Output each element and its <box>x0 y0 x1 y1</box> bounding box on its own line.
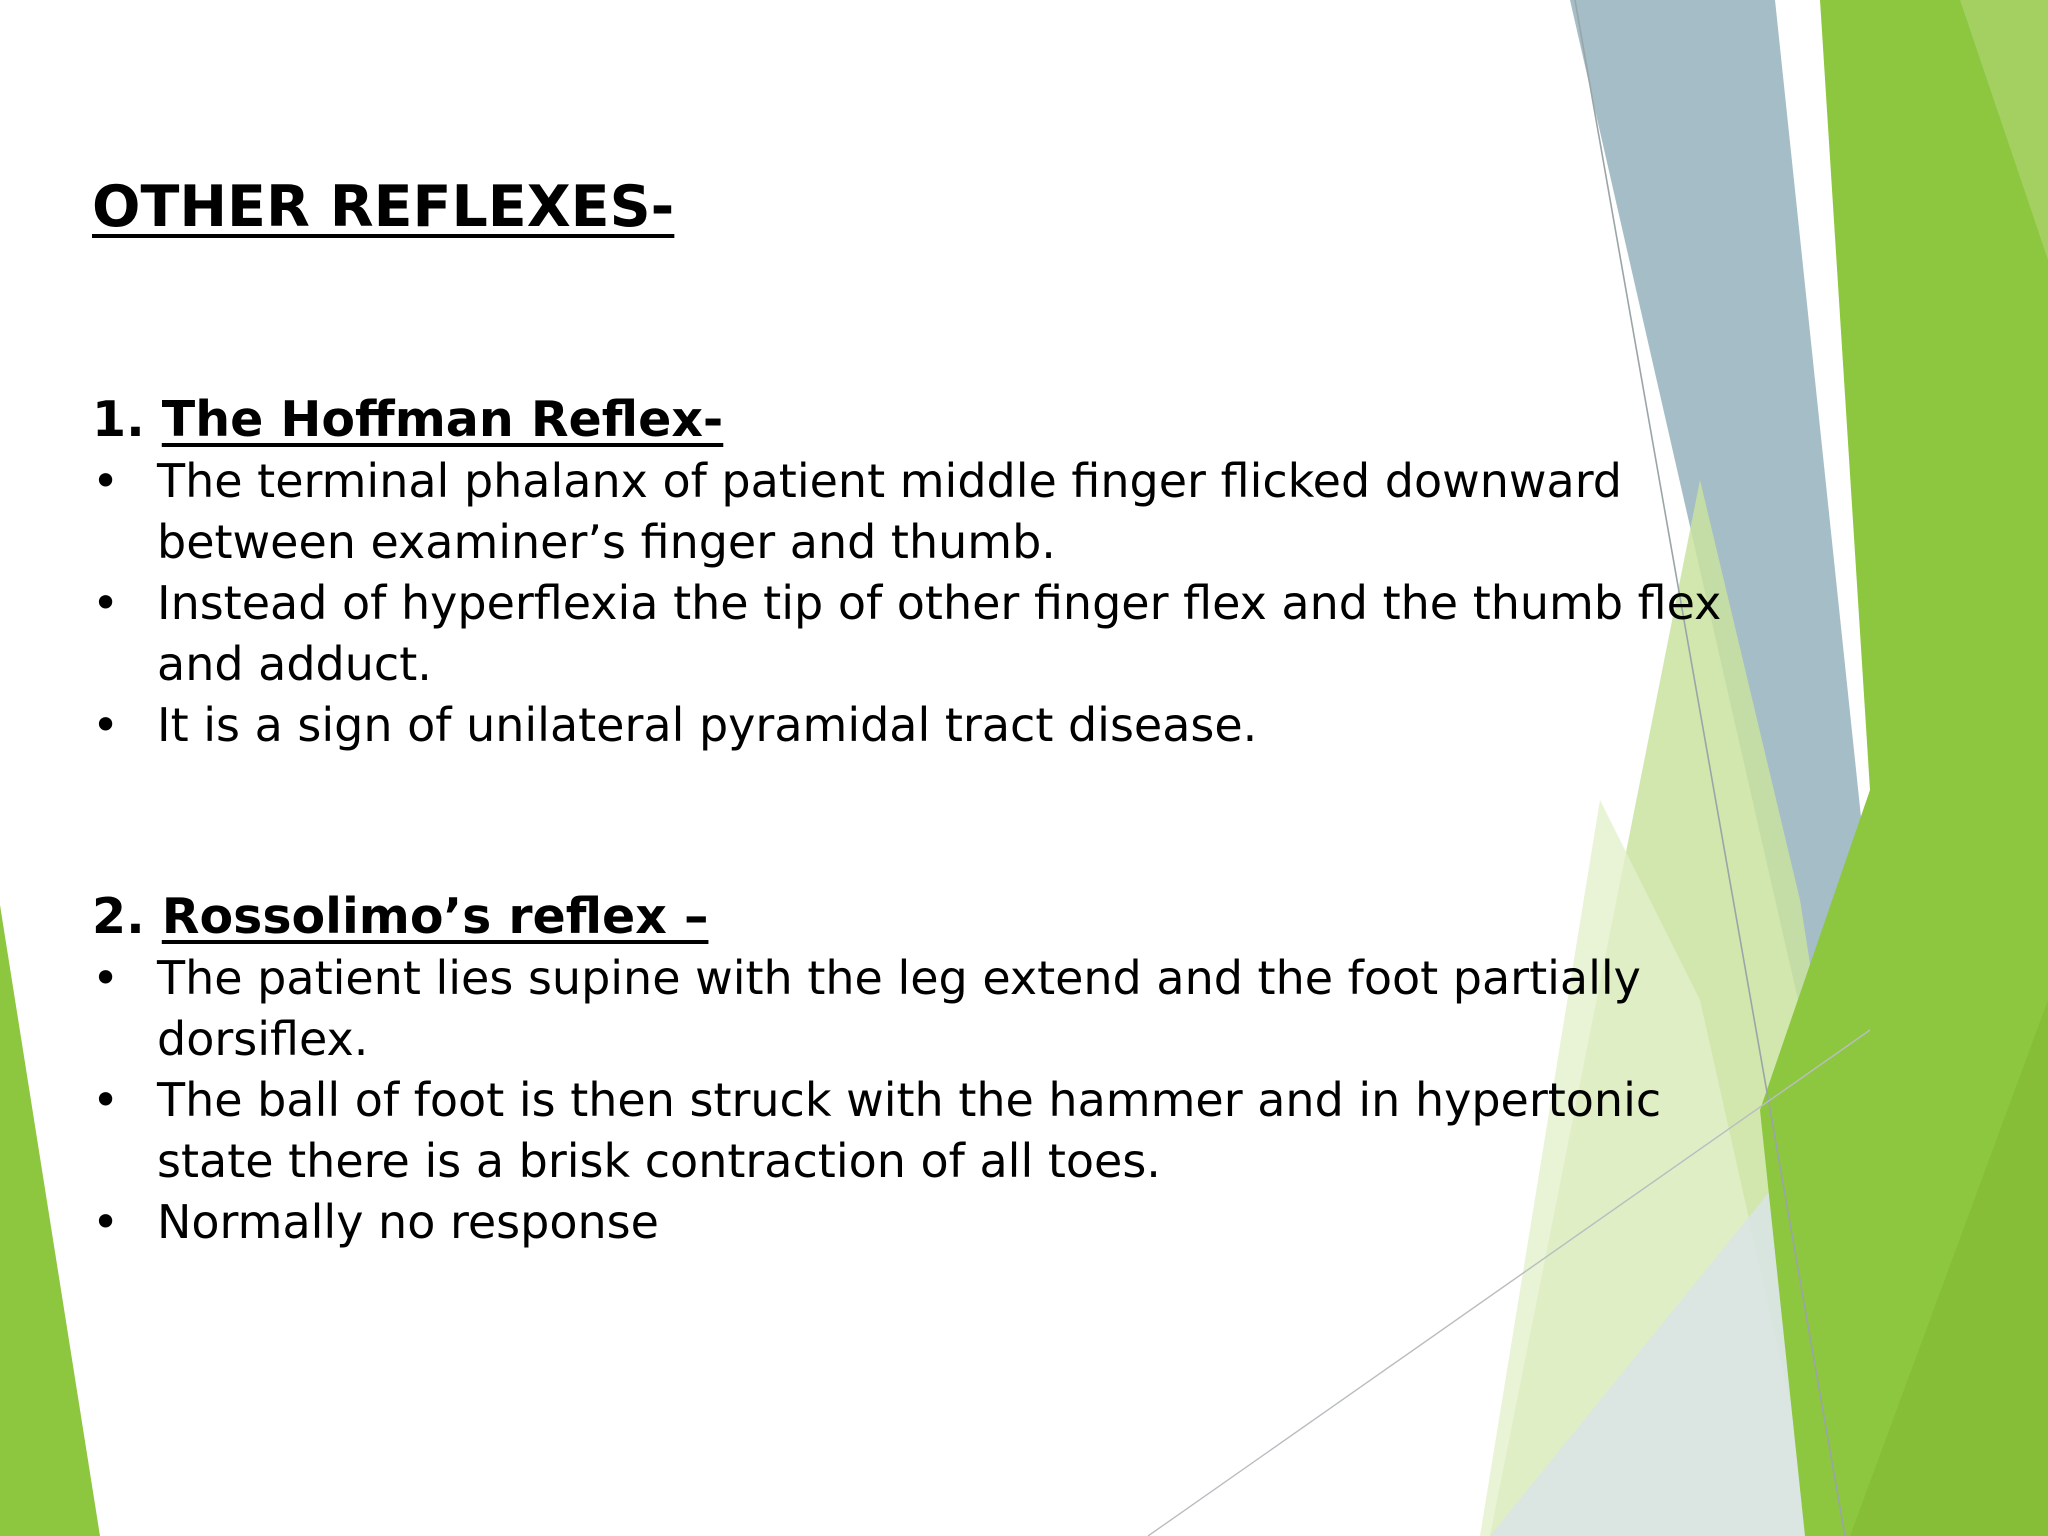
list-item <box>92 1070 1792 1192</box>
bullet-text: It is a sign of unilateral pyramidal tract disease. <box>157 698 1258 752</box>
bullet-text: The patient lies supine with the leg extend and the foot partially dorsiflex. <box>157 951 1641 1066</box>
list-item <box>92 451 1792 573</box>
bullet-glyph: • <box>92 576 120 630</box>
bullet-text: The ball of foot is then struck with the hammer and in hypertonic state there is a brisk contraction of all toes. <box>157 1073 1662 1188</box>
section-name: The Hoffman Reflex- <box>161 391 724 448</box>
section-hoffman-reflex <box>92 389 1792 756</box>
bullet-glyph: • <box>92 1073 120 1127</box>
list-item <box>92 1192 1792 1253</box>
list-item <box>92 573 1792 695</box>
section-number: 1. <box>92 391 145 448</box>
section-number: 2. <box>92 888 145 945</box>
bullet-glyph: • <box>92 698 120 752</box>
bullet-text: Normally no response <box>157 1195 659 1249</box>
bullet-list <box>92 948 1792 1253</box>
section-name: Rossolimo’s reflex – <box>161 888 709 945</box>
section-heading <box>92 389 1792 451</box>
bullet-glyph: • <box>92 951 120 1005</box>
slide-title: OTHER REFLEXES- <box>92 174 675 240</box>
bullet-text: The terminal phalanx of patient middle finger flicked downward between examiner’s finger and thumb. <box>157 454 1622 569</box>
bullet-list <box>92 451 1792 756</box>
list-item <box>92 695 1792 756</box>
list-item <box>92 948 1792 1070</box>
section-rossolimo-reflex <box>92 886 1792 1253</box>
bullet-glyph: • <box>92 1195 120 1249</box>
bullet-text: Instead of hyperflexia the tip of other finger flex and the thumb flex and adduct. <box>157 576 1722 691</box>
section-heading <box>92 886 1792 948</box>
bullet-glyph: • <box>92 454 120 508</box>
